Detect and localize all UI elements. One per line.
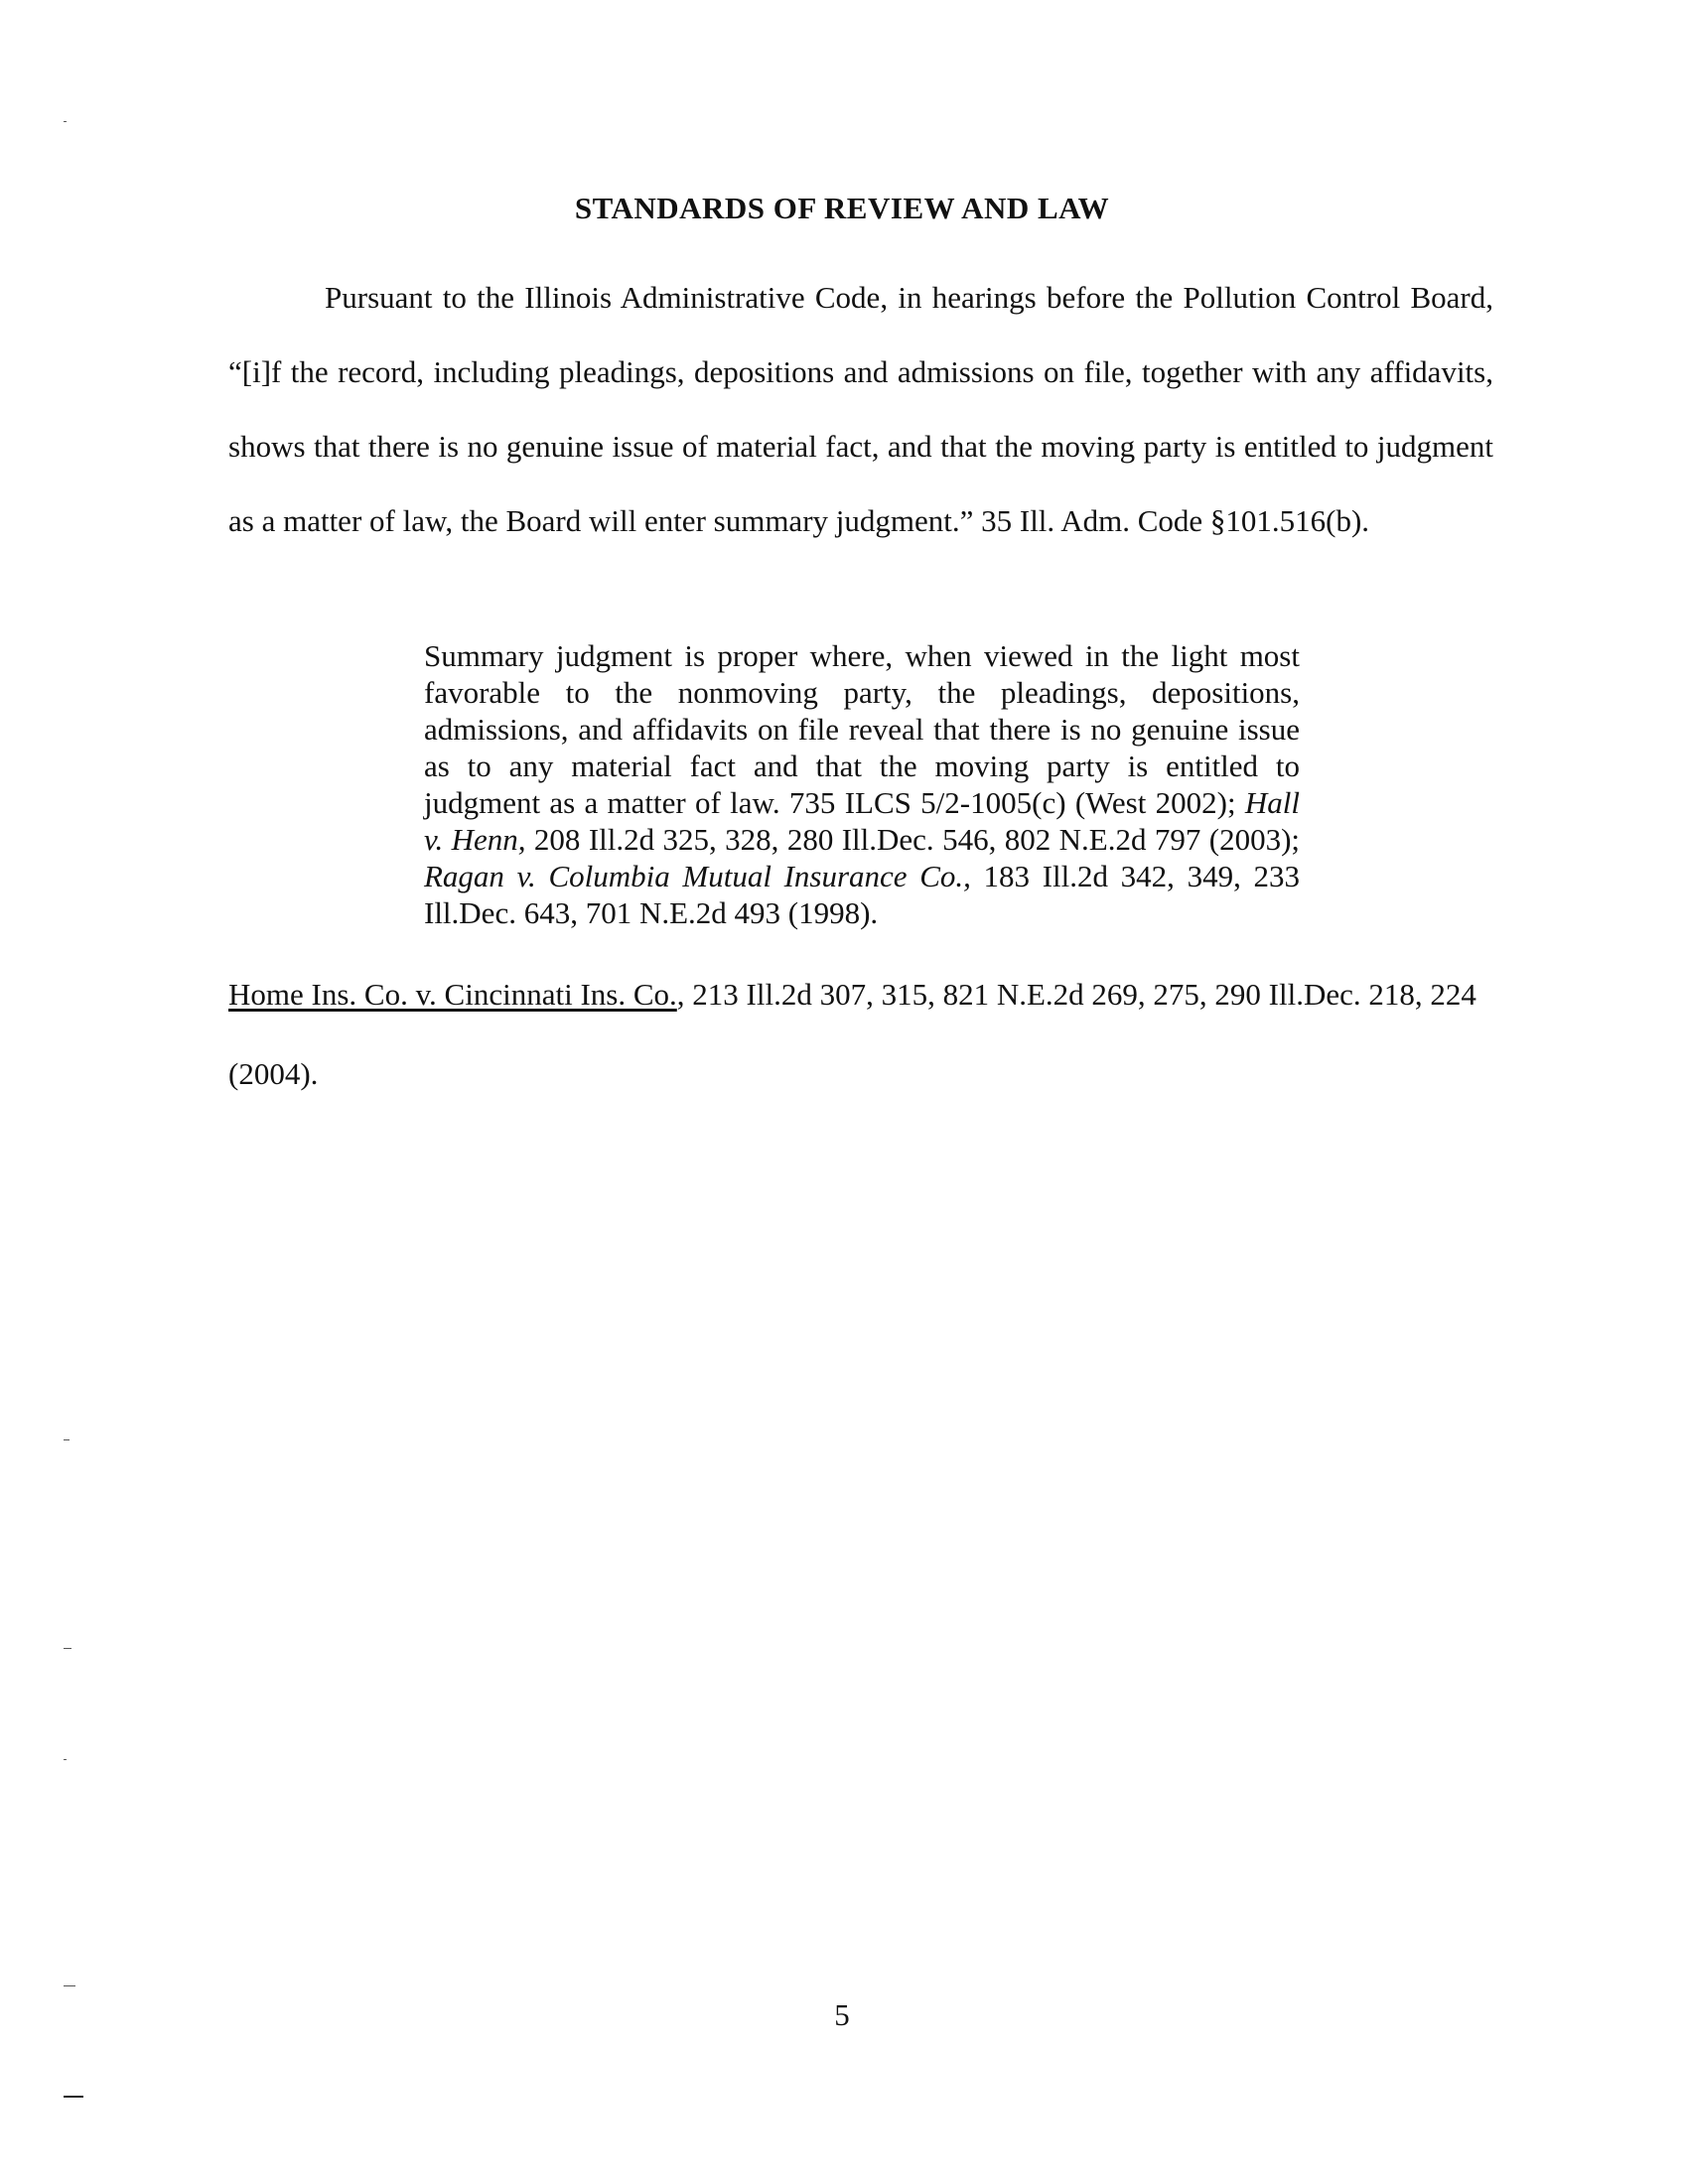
- quote-case-ragan: Ragan v. Columbia Mutual Insurance Co.,: [424, 859, 971, 893]
- block-quote: [424, 637, 1300, 931]
- page-number: 5: [834, 1997, 850, 2032]
- margin-scan-mark: [64, 1759, 67, 1760]
- quote-text-2: 208 Ill.2d 325, 328, 280 Ill.Dec. 546, 802 N.E.2d 797 (2003);: [525, 822, 1300, 857]
- citation-case-name: Home Ins. Co. v. Cincinnati Ins. Co.: [228, 977, 677, 1012]
- margin-scan-mark: [64, 2096, 83, 2098]
- case-citation: [228, 955, 1493, 1114]
- body-paragraph: Pursuant to the Illinois Administrative Code, in hearings before the Pollution Control Board, “[i]f the record, including pleadings, depositions and admissions on file, together with any affidavits, shows that there is no genuine issue of material fact, and that the moving party is entitled to judgment as a matter of law, the Board will enter summary judgment.” 35 Ill. Adm. Code §101.516(b).: [228, 280, 1493, 538]
- margin-scan-mark: [64, 1439, 70, 1440]
- section-heading: STANDARDS OF REVIEW AND LAW: [574, 191, 1110, 225]
- quote-text-3: 183 Ill.2d 342, 349, 233 Ill.Dec. 643, 701 N.E.2d 493 (1998).: [424, 859, 1300, 930]
- margin-scan-mark: [64, 121, 67, 122]
- citation-reporter: , 213 Ill.2d 307, 315, 821 N.E.2d 269, 275, 290 Ill.Dec. 218, 224 (2004).: [228, 977, 1476, 1091]
- margin-scan-mark: [64, 1985, 75, 1986]
- quote-text-1: Summary judgment is proper where, when viewed in the light most favorable to the nonmoving party, the pleadings, depositions, admissions, and affidavits on file reveal that there is no genuine issue as to any material fact and that the moving party is entitled to judgment as a matter of law. 735 ILCS 5/2-1005(c) (West 2002);: [424, 638, 1300, 820]
- margin-scan-mark: [64, 1648, 71, 1649]
- quote-case-hall-v-henn: Hall v. Henn,: [424, 785, 1300, 857]
